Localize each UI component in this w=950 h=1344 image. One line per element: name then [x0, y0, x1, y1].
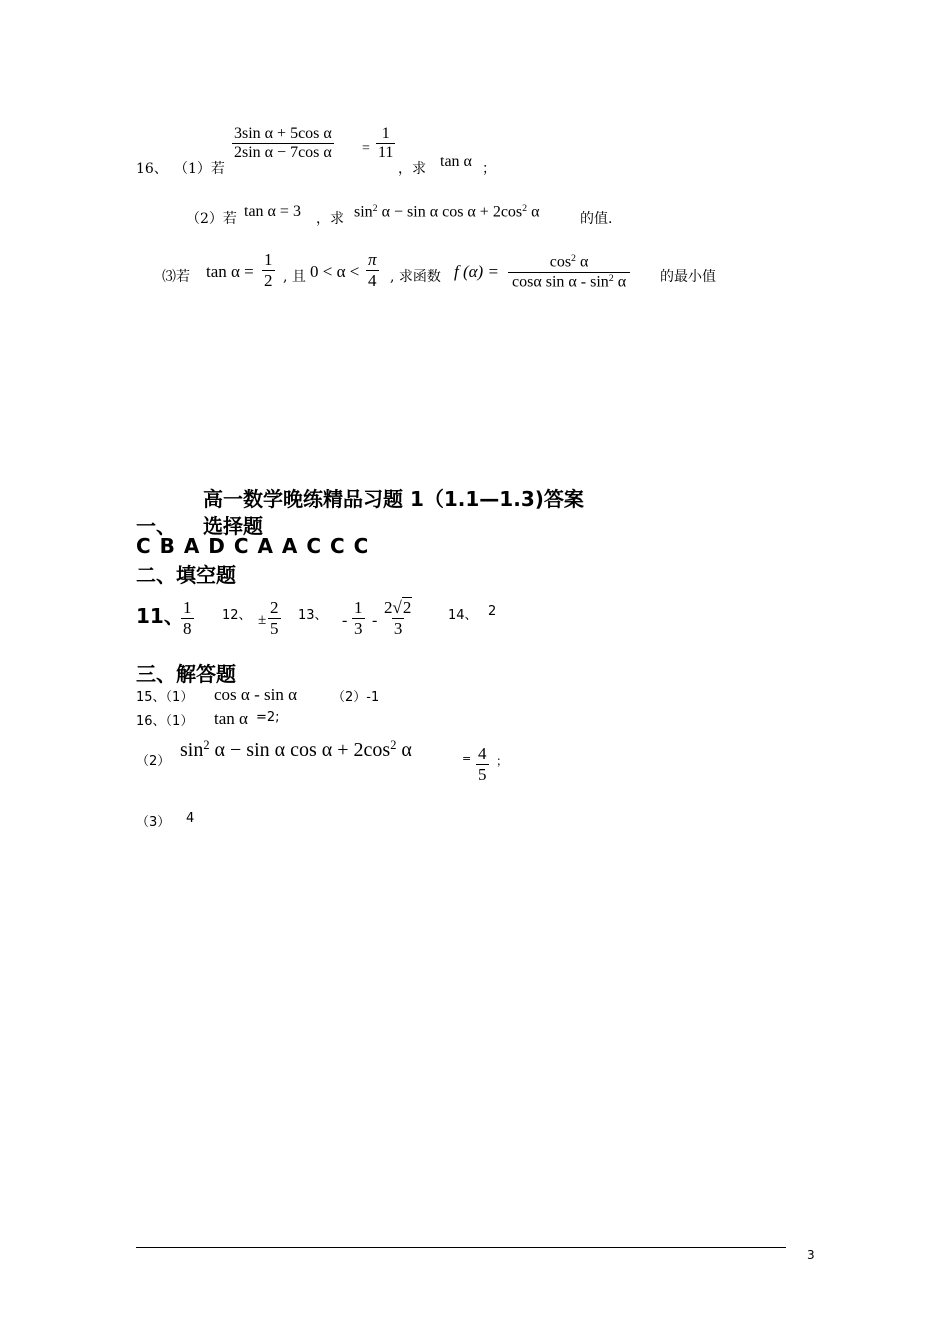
equals-sign: =	[462, 752, 472, 765]
problem-16-part2-end: 的值.	[580, 211, 613, 227]
answer-15-label: 15、（1）	[136, 690, 194, 705]
answer-16-label: 16、（1）	[136, 714, 194, 729]
answer-12-fraction	[268, 598, 281, 638]
choice-answers: C B A D C A A C C C	[136, 534, 369, 558]
expr-part: α − sin α cos α + 2cos	[381, 203, 523, 221]
answer-16-3-label: （3）	[136, 815, 171, 830]
expr-part: α − sin α cos α + 2cos	[214, 738, 391, 761]
problem-16-part2-prefix: （2）若	[186, 211, 237, 227]
fraction-numerator: π	[368, 250, 377, 269]
plus-minus: ±	[258, 612, 267, 628]
problem-16-part1-rhs-fraction	[376, 125, 395, 163]
fraction-denominator: 3	[393, 618, 403, 638]
expr-part: α	[617, 273, 627, 291]
answer-16-3-value: 4	[186, 811, 195, 826]
answer-16-2-label: （2）	[136, 754, 171, 769]
answer-13-fraction-2	[382, 598, 414, 638]
answer-16-2-fraction	[476, 744, 489, 784]
answer-13-label: 13、	[298, 608, 328, 623]
exponent: 2	[522, 203, 528, 214]
equals-sign: =	[362, 141, 370, 156]
expr-part: sin	[180, 738, 204, 761]
page-number: 3	[807, 1248, 815, 1262]
fraction-denominator: 5	[478, 764, 487, 784]
fraction-denominator: 4	[368, 270, 377, 290]
answer-16-2-expression	[180, 738, 412, 762]
problem-16-number: 16、	[136, 161, 168, 177]
problem-16-part3-half	[262, 250, 275, 290]
fraction-numerator: 2	[270, 598, 279, 617]
exponent: 2	[571, 253, 576, 264]
exponent: 2	[372, 203, 378, 214]
exponent: 2	[203, 738, 210, 752]
answer-11-fraction	[181, 598, 194, 638]
fraction-numerator: 1	[183, 598, 192, 617]
answer-15-expression: cos α - sin α	[214, 685, 297, 704]
fraction-numerator: 4	[478, 744, 487, 763]
exponent: 2	[390, 738, 397, 752]
fraction-denominator	[508, 272, 630, 292]
fraction-numerator: 2√2	[384, 598, 412, 617]
problem-16-part3-pi-over-4	[366, 250, 379, 290]
coefficient: 2	[384, 598, 393, 617]
answer-16-value: =2;	[256, 710, 280, 725]
expr-part: α	[580, 253, 589, 271]
fraction-denominator: 3	[354, 618, 363, 638]
problem-16-part2-ask: ，求	[316, 211, 344, 227]
expr-part: sin	[354, 203, 373, 221]
problem-16-part1-target: tan α	[440, 153, 472, 170]
answer-16-expression: tan α	[214, 709, 248, 728]
section-3-title: 三、解答题	[136, 662, 236, 686]
expr-part: cosα sin α - sin	[512, 273, 609, 291]
answer-14-label: 14、	[448, 608, 478, 623]
answer-13-fraction-1	[352, 598, 365, 638]
fraction-numerator: 1	[354, 598, 363, 617]
problem-16-part3-function-fraction	[508, 253, 630, 292]
problem-16-part1-prefix: （1）若	[174, 161, 225, 177]
expr-part: α	[401, 738, 412, 761]
problem-16-part3-tan: tan α =	[206, 262, 254, 281]
problem-16-part1-fraction	[232, 125, 334, 163]
answer-15-part2: （2）-1	[332, 690, 380, 705]
expr-part: cos	[549, 253, 572, 271]
problem-16-part3-and: , 且	[283, 269, 306, 285]
fraction-denominator: 2	[264, 270, 273, 290]
problem-16-part2-condition: tan α = 3	[244, 203, 301, 220]
footer-rule	[136, 1247, 786, 1248]
radicand: 2	[402, 598, 412, 617]
problem-16-part3-prefix: ⑶若	[162, 269, 190, 285]
answer-11-label: 11、	[136, 604, 184, 628]
section-1-number: 一、	[136, 514, 176, 538]
answer-16-2-end: ；	[496, 754, 509, 768]
answers-title: 高一数学晚练精品习题 1（1.1—1.3)答案	[203, 487, 584, 511]
minus-sign: -	[372, 612, 378, 629]
problem-16-part3-func: , 求函数	[390, 269, 441, 285]
fraction-denominator: 2sin α − 7cos α	[234, 144, 332, 162]
problem-16-part3-end: 的最小值	[660, 269, 716, 285]
section-2-title: 二、填空题	[136, 563, 236, 587]
answer-14-value: 2	[488, 604, 497, 619]
fraction-denominator: 11	[378, 144, 394, 162]
answer-12-label: 12、	[222, 608, 252, 623]
fraction-numerator	[548, 253, 591, 272]
problem-16-part2-expression	[354, 203, 540, 221]
fraction-numerator: 3sin α + 5cos α	[234, 125, 332, 142]
expr-part: α	[531, 203, 540, 221]
fraction-numerator: 1	[264, 250, 273, 269]
minus-sign: -	[342, 612, 348, 629]
problem-16-part3-f: f (α) =	[454, 262, 499, 281]
fraction-numerator: 1	[381, 125, 390, 142]
fraction-denominator: 5	[270, 618, 279, 638]
problem-16-part1-ask: ，求	[398, 161, 426, 177]
exponent: 2	[608, 272, 614, 284]
fraction-denominator: 8	[183, 618, 192, 638]
problem-16-part1-end: ；	[482, 161, 496, 177]
section-1-title: 选择题	[203, 514, 263, 538]
problem-16-part3-range: 0 < α <	[310, 262, 360, 281]
